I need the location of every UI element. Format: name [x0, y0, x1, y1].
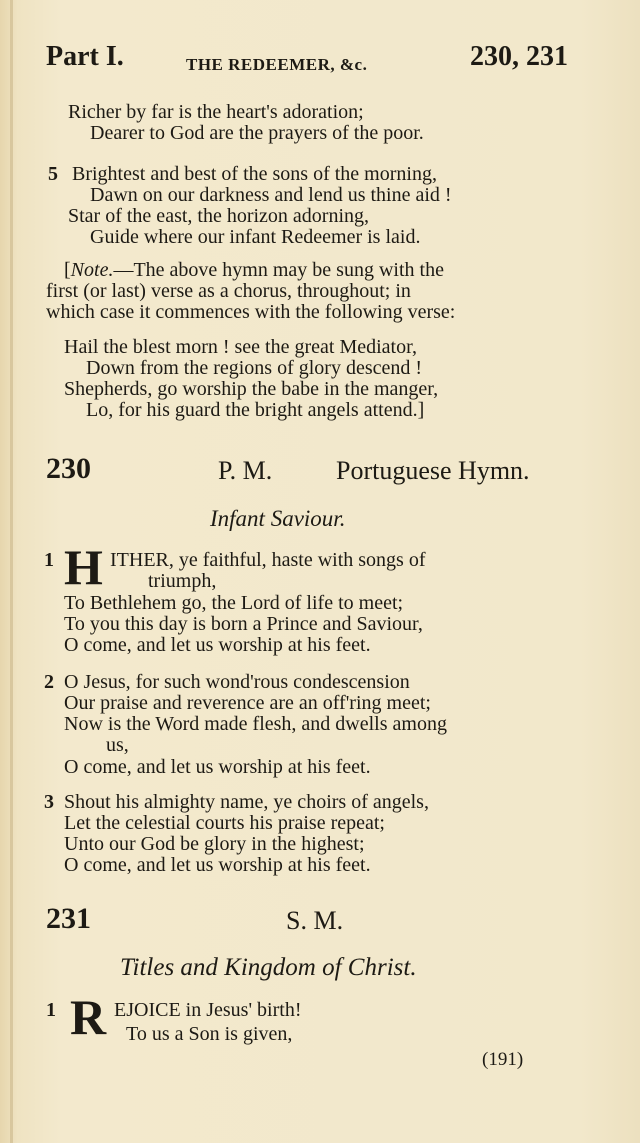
chorus-line: Hail the blest morn ! see the great Mediator, [64, 336, 417, 358]
verse-line: ITHER, ye faithful, haste with songs of [110, 549, 426, 571]
verse-line: Guide where our infant Redeemer is laid. [90, 226, 421, 248]
verse-line: O come, and let us worship at his feet. [64, 756, 371, 778]
prev-stanza-line: Dearer to God are the prayers of the poor. [90, 122, 424, 144]
drop-cap: H [64, 539, 103, 595]
chorus-line: Down from the regions of glory descend ! [86, 357, 423, 379]
header-hymn-numbers: 230, 231 [470, 41, 568, 72]
note-line: which case it commences with the following verse: [46, 301, 456, 323]
verse-line: O come, and let us worship at his feet. [64, 854, 371, 876]
verse-line: triumph, [148, 570, 217, 592]
verse-number: 2 [44, 671, 54, 693]
verse-line: Dawn on our darkness and lend us thine aid ! [90, 184, 452, 206]
hymn-meter: P. M. [218, 456, 273, 485]
verse-line: To Bethlehem go, the Lord of life to meet; [64, 592, 404, 614]
hymn-title: Infant Saviour. [210, 506, 346, 531]
drop-cap: R [70, 989, 107, 1045]
note-line: first (or last) verse as a chorus, throughout; in [46, 280, 411, 302]
prev-stanza-line: Richer by far is the heart's adoration; [68, 101, 364, 123]
note-label: Note. [70, 259, 114, 281]
verse-line: Our praise and reverence are an off'ring meet; [64, 692, 431, 714]
chorus-line: Shepherds, go worship the babe in the manger, [64, 378, 439, 400]
verse-line: Let the celestial courts his praise repeat; [64, 812, 385, 834]
verse-line: O come, and let us worship at his feet. [64, 634, 371, 656]
verse-number: 3 [44, 791, 54, 813]
page-binding-edge [10, 0, 13, 1143]
verse-line: Star of the east, the horizon adorning, [68, 205, 370, 227]
hymn-title: Titles and Kingdom of Christ. [120, 954, 417, 981]
note-line [64, 259, 444, 281]
page-number: (191) [482, 1049, 524, 1070]
verse-line: Brightest and best of the sons of the morning, [72, 163, 437, 185]
note-bracket: [ [64, 259, 71, 281]
hymn-tune: Portuguese Hymn. [336, 456, 530, 485]
note-text: —The above hymn may be sung with the [113, 259, 444, 281]
verse-number: 1 [46, 999, 56, 1021]
verse-line: O Jesus, for such wond'rous condescension [64, 671, 410, 693]
verse-number: 1 [44, 549, 54, 571]
header-section: THE REDEEMER, &c. [186, 55, 368, 74]
hymn-meter: S. M. [286, 906, 344, 935]
header-part: Part I. [46, 41, 124, 72]
verse-line: To us a Son is given, [126, 1023, 293, 1045]
verse-line: EJOICE in Jesus' birth! [114, 999, 302, 1021]
chorus-line: Lo, for his guard the bright angels attend.] [86, 399, 425, 421]
hymn-number: 230 [46, 452, 91, 485]
hymn-number: 231 [46, 902, 91, 935]
verse-line: To you this day is born a Prince and Saviour, [64, 613, 423, 635]
verse-line: Shout his almighty name, ye choirs of angels, [64, 791, 429, 813]
verse-number: 5 [48, 163, 58, 185]
verse-line: us, [106, 734, 129, 756]
verse-line: Now is the Word made flesh, and dwells among [64, 713, 447, 735]
verse-line: Unto our God be glory in the highest; [64, 833, 365, 855]
